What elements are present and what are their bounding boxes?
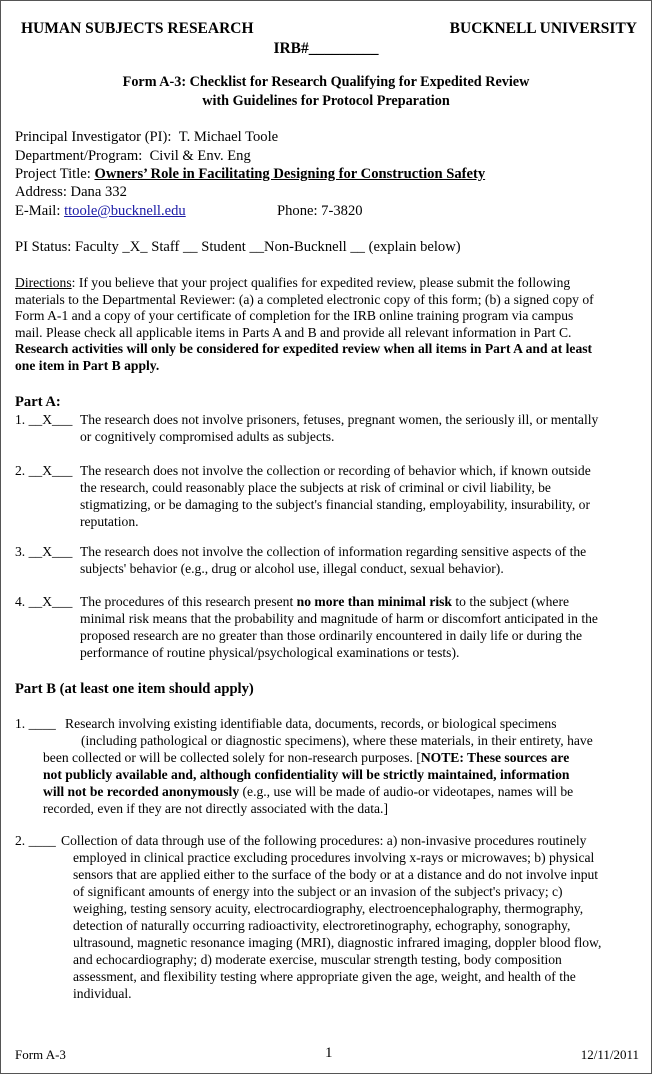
footer-form-id: Form A-3	[15, 1047, 66, 1062]
project-title-value: Owners’ Role in Facilitating Designing for Construction Safety	[94, 166, 486, 182]
part-a-item-4-line: performance of routine physical/psychological examinations or tests).	[80, 645, 460, 660]
footer-date: 12/11/2011	[580, 1047, 639, 1062]
header-right: BUCKNELL UNIVERSITY	[449, 20, 637, 37]
irb-number: IRB#_________	[273, 40, 379, 57]
email-line	[15, 203, 186, 220]
part-b-item-1-l3a: been collected or will be collected solely for non-research purposes. [	[43, 750, 421, 765]
directions	[15, 275, 639, 375]
part-b-item-1-l5a: will not be recorded anonymously	[43, 784, 240, 799]
part-b-heading: Part B (at least one item should apply)	[15, 681, 254, 697]
part-b-item-1-line: not publicly available and, although confidentiality will be strictly maintained, information	[43, 767, 570, 782]
form-title-line2: with Guidelines for Protocol Preparation	[202, 93, 450, 109]
directions-line1: : If you believe that your project qualifies for expedited review, please submit the following	[71, 275, 571, 290]
directions-label: Directions	[15, 275, 72, 290]
part-b-item-2-line: and echocardiography; d) moderate exercise, muscular strength testing, body composition	[73, 952, 562, 967]
part-b-item-1-line: recorded, even if they are not directly associated with the data.]	[43, 801, 388, 816]
part-b-item-2-line: detection of naturally occurring radioactivity, electroretinography, echography, sonography,	[73, 918, 571, 933]
part-b-item-2-line: of significant amounts of energy into the subject or an invasion of the subject's privacy; c)	[73, 884, 563, 899]
part-a-item-4-line	[80, 594, 569, 611]
part-b-item-2-line: employed in clinical practice excluding procedures involving x-rays or microwaves; b) physical	[73, 850, 595, 865]
phone-line: Phone: 7-3820	[277, 203, 363, 219]
part-a-item-1-check[interactable]: 1. __X___	[15, 412, 73, 427]
part-b-item-1-check[interactable]: 1. ____	[15, 716, 56, 731]
part-a-item-2-line: reputation.	[80, 514, 139, 529]
pi-value: T. Michael Toole	[178, 129, 279, 145]
part-a-item-3-line: subjects' behavior (e.g., drug or alcohol use, illegal conduct, sexual behavior).	[80, 561, 504, 576]
email-link[interactable]: ttoole@bucknell.edu	[64, 203, 186, 219]
directions-line4: mail. Please check all applicable items in Parts A and B and provide all relevant information in Part C.	[15, 324, 572, 340]
project-title-line	[15, 166, 485, 183]
part-a-item-4-check[interactable]: 4. __X___	[15, 594, 73, 609]
directions-bold1: Research activities will only be considered for expedited review when all items in Part A and at least	[15, 341, 593, 357]
part-b-item-2-line: sensors that are applied either to the surface of the body or at a distance and do not involve input	[73, 867, 599, 882]
directions-bold2: one item in Part B apply.	[15, 357, 160, 373]
part-a-item-2-check[interactable]: 2. __X___	[15, 463, 73, 478]
pi-label: Principal Investigator (PI):	[15, 129, 172, 145]
part-b-item-2-check[interactable]: 2. ____	[15, 833, 56, 848]
header-left: HUMAN SUBJECTS RESEARCH	[21, 20, 254, 37]
address-line: Address: Dana 332	[15, 184, 127, 200]
part-a-item-3-line: The research does not involve the collection of information regarding sensitive aspects of the	[80, 544, 587, 559]
part-a-item-4-pre: The procedures of this research present	[80, 594, 297, 609]
department-line	[15, 148, 251, 165]
part-a-item-2-line: the research, could reasonably place the subjects at risk of criminal or civil liability, be	[80, 480, 551, 495]
part-a-item-4-post: to the subject (where	[452, 594, 570, 609]
part-a-item-1-line: or cognitively compromised adults as subjects.	[80, 429, 335, 444]
part-a-item-4-bold: no more than minimal risk	[296, 594, 452, 609]
department-label: Department/Program:	[15, 148, 143, 164]
part-a-item-4-line: proposed research are no greater than those ordinarily encountered in daily life or during the	[80, 628, 583, 643]
directions-line2: materials to the Departmental Reviewer: (a) a completed electronic copy of this form; (b) a signed copy of	[15, 291, 594, 307]
part-b-item-2-line: weighing, testing sensory acuity, electrocardiography, electroencephalography, thermography,	[73, 901, 584, 916]
part-a-item-2-line: stigmatizing, or be damaging to the subject's financial standing, employability, insurability, or	[80, 497, 590, 512]
part-b-item-2-line: Collection of data through use of the following procedures: a) non-invasive procedures routinely	[61, 833, 587, 848]
project-title-label: Project Title:	[15, 166, 91, 182]
department-value: Civil & Env. Eng	[149, 148, 251, 164]
part-b-item-1-l5b: (e.g., use will be made of audio-or videotapes, names will be	[239, 784, 574, 799]
footer-page-number: 1	[325, 1045, 333, 1061]
part-a-item-2-line: The research does not involve the collection or recording of behavior which, if known outside	[80, 463, 591, 478]
part-b-item-1-line: (including pathological or diagnostic specimens), where these materials, in their entirety, have	[81, 733, 593, 748]
part-b-item-1-line: Research involving existing identifiable data, documents, records, or biological specimens	[65, 716, 557, 731]
part-b-item-1-note: NOTE: These sources are	[420, 750, 570, 765]
form-title-line1: Form A-3: Checklist for Research Qualifying for Expedited Review	[122, 74, 530, 90]
email-label: E-Mail:	[15, 203, 61, 219]
part-a-item-1-line: The research does not involve prisoners, fetuses, pregnant women, the seriously ill, or mentally	[80, 412, 599, 427]
part-a-heading: Part A:	[15, 394, 61, 410]
part-b-item-1-line	[43, 784, 573, 801]
part-a-item-3-check[interactable]: 3. __X___	[15, 544, 73, 559]
pi-status: PI Status: Faculty _X_ Staff __ Student __Non-Bucknell __ (explain below)	[15, 239, 461, 255]
part-b-item-2-line: individual.	[73, 986, 132, 1001]
part-b-item-2-line: assessment, and flexibility testing where appropriate given the age, weight, and health of the	[73, 969, 576, 984]
directions-line3: Form A-1 and a copy of your certificate of completion for the IRB online training program via campus	[15, 308, 574, 324]
part-a-item-4-line: minimal risk means that the probability and magnitude of harm or discomfort anticipated in the	[80, 611, 598, 626]
part-b-item-1-line	[43, 750, 569, 767]
part-b-item-2-line: ultrasound, magnetic resonance imaging (MRI), diagnostic infrared imaging, doppler blood flow,	[73, 935, 602, 950]
pi-line	[15, 129, 278, 146]
